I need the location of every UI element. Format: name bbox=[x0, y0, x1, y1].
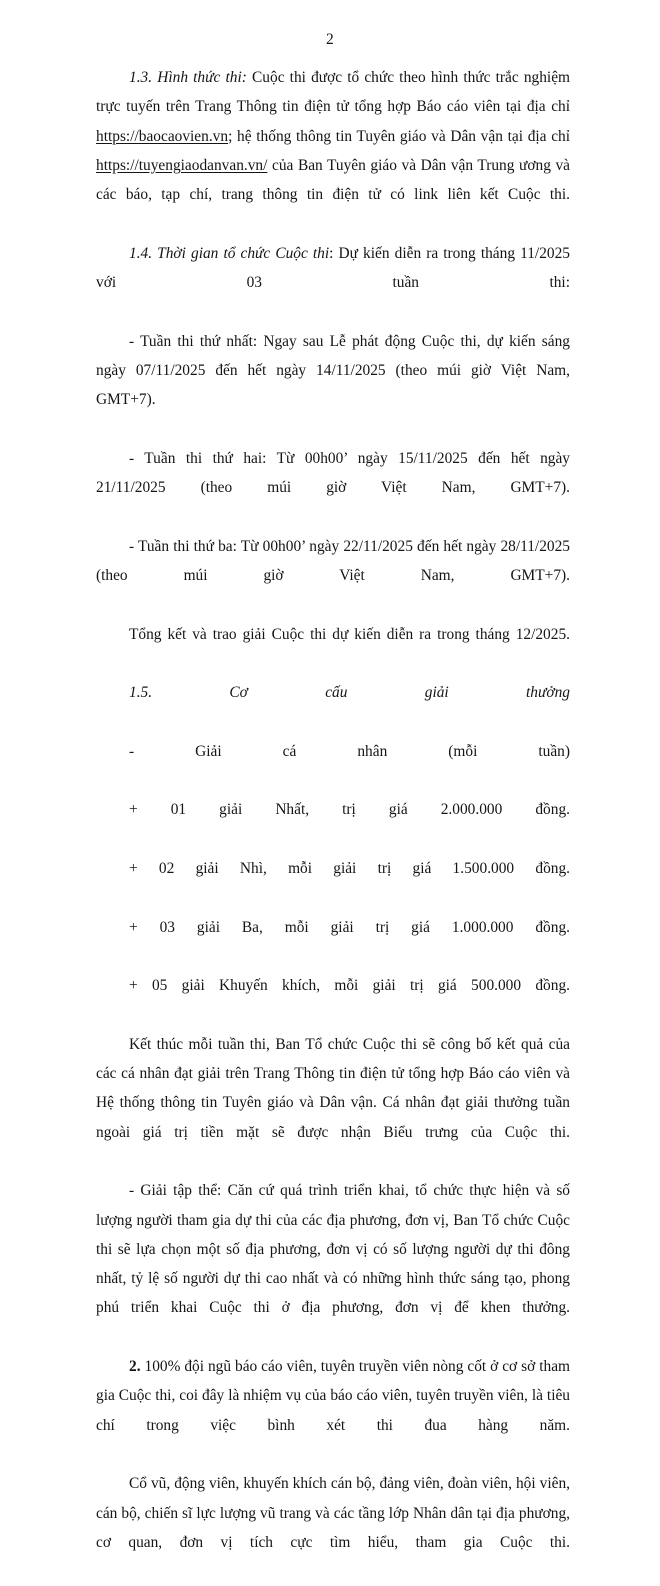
inline-link[interactable]: https://baocaovien.vn bbox=[96, 127, 229, 145]
paragraph-text: - Tuần thi thứ hai: Từ 00h00’ ngày 15/11/2025 đến hết ngày 21/11/2025 (theo múi giờ Việt Nam, GMT+7). bbox=[96, 449, 570, 497]
paragraph-text: Kết thúc mỗi tuần thi, Ban Tổ chức Cuộc thi sẽ công bố kết quả của các cá nhân đạt giải trên Trang Thông tin điện tử tổng hợp Báo cáo viên và Hệ thống thông tin Tuyên giáo và Dân vận. Cá nhân đạt giải thưởng tuần ngoài giá trị tiền mặt sẽ được nhận Biểu trưng của Cuộc thi. bbox=[96, 1035, 570, 1141]
paragraph-giai-ba bbox=[96, 913, 570, 972]
paragraph-ket-thuc-moi-tuan-thi bbox=[96, 1030, 570, 1176]
paragraph-text: - Giải tập thể: Căn cứ quá trình triển khai, tổ chức thực hiện và số lượng người tham gia dự thi của các địa phương, đơn vị, Ban Tổ chức Cuộc thi sẽ lựa chọn một số địa phương, đơn vị có số lượng người dự thi đông nhất, tỷ lệ số người dự thi cao nhất và có những hình thức sáng tạo, phong phú triển khai Cuộc thi ở địa phương, đơn vị để khen thưởng. bbox=[96, 1182, 570, 1317]
paragraph-text: - Tuần thi thứ nhất: Ngay sau Lễ phát động Cuộc thi, dự kiến sáng ngày 07/11/2025 đến hết ngày 14/11/2025 (theo múi giờ Việt Nam, GMT+7). bbox=[96, 332, 570, 409]
paragraph-giai-khuyen-khich bbox=[96, 971, 570, 1030]
paragraph-giai-tap-the bbox=[96, 1176, 570, 1352]
paragraph-heading: 1.4. Thời gian tổ chức Cuộc thi bbox=[129, 244, 330, 262]
paragraph-giai-nhi bbox=[96, 854, 570, 913]
paragraph-text: ; hệ thống thông tin Tuyên giáo và Dân vận tại địa chỉ bbox=[228, 127, 570, 145]
paragraph-text: : Dự kiến diễn ra trong tháng 11/2025 với 03 tuần thi: bbox=[96, 244, 570, 292]
paragraph-text: + 02 giải Nhì, mỗi giải trị giá 1.500.000 đồng. bbox=[129, 860, 570, 878]
paragraph-text: - Giải cá nhân (mỗi tuần) bbox=[129, 742, 570, 760]
paragraph-giai-nhat bbox=[96, 795, 570, 854]
paragraph-text: + 05 giải Khuyến khích, mỗi giải trị giá 500.000 đồng. bbox=[129, 977, 570, 995]
paragraph-tuan-thi-thu-nhat bbox=[96, 327, 570, 444]
paragraph-text: - Tuần thi thứ ba: Từ 00h00’ ngày 22/11/2025 đến hết ngày 28/11/2025 (theo múi giờ Việt Nam, GMT+7). bbox=[96, 537, 570, 585]
paragraph-thoi-gian-to-chuc bbox=[96, 239, 570, 327]
paragraph-text: Cuộc thi được tổ chức theo hình thức trắc nghiệm trực tuyến trên Trang Thông tin điện tử tổng hợp Báo cáo viên tại địa chỉ bbox=[96, 69, 571, 116]
paragraph-text: 100% đội ngũ báo cáo viên, tuyên truyền viên nòng cốt ở cơ sở tham gia Cuộc thi, coi đây là nhiệm vụ của báo cáo viên, tuyên truyền viên, là tiêu chí trong việc bình xét thi đua hàng năm. bbox=[96, 1358, 570, 1434]
paragraph-co-vu-dong-vien bbox=[96, 1469, 570, 1586]
paragraph-tong-ket-trao-giai bbox=[96, 620, 570, 679]
paragraph-co-cau-giai-thuong bbox=[96, 678, 570, 737]
document-body bbox=[96, 63, 570, 1586]
paragraph-text: Tổng kết và trao giải Cuộc thi dự kiến diễn ra trong tháng 12/2025. bbox=[129, 625, 570, 643]
inline-link[interactable]: https://tuyengiaodanvan.vn/ bbox=[96, 156, 268, 174]
paragraph-hinh-thuc-thi bbox=[96, 63, 570, 239]
paragraph-muc-2 bbox=[96, 1352, 570, 1469]
paragraph-text: + 03 giải Ba, mỗi giải trị giá 1.000.000 đồng. bbox=[129, 918, 570, 936]
paragraph-heading: 1.5. Cơ cấu giải thưởng bbox=[129, 684, 570, 702]
paragraph-heading: 1.3. Hình thức thi: bbox=[129, 69, 247, 86]
paragraph-heading: 2. bbox=[129, 1358, 141, 1376]
paragraph-text: của Ban Tuyên giáo và Dân vận Trung ương và các báo, tạp chí, trang thông tin điện tử có link liên kết Cuộc thi. bbox=[96, 156, 570, 204]
paragraph-text: + 01 giải Nhất, trị giá 2.000.000 đồng. bbox=[129, 801, 570, 819]
paragraph-tuan-thi-thu-ba bbox=[96, 532, 570, 620]
paragraph-text: Cổ vũ, động viên, khuyến khích cán bộ, đảng viên, đoàn viên, hội viên, cán bộ, chiến sĩ lực lượng vũ trang và các tầng lớp Nhân dân tại địa phương, cơ quan, đơn vị tích cực tìm hiểu, tham gia Cuộc thi. bbox=[96, 1475, 570, 1551]
paragraph-giai-ca-nhan bbox=[96, 737, 570, 796]
page-number: 2 bbox=[326, 31, 334, 48]
paragraph-tuan-thi-thu-hai bbox=[96, 444, 570, 532]
